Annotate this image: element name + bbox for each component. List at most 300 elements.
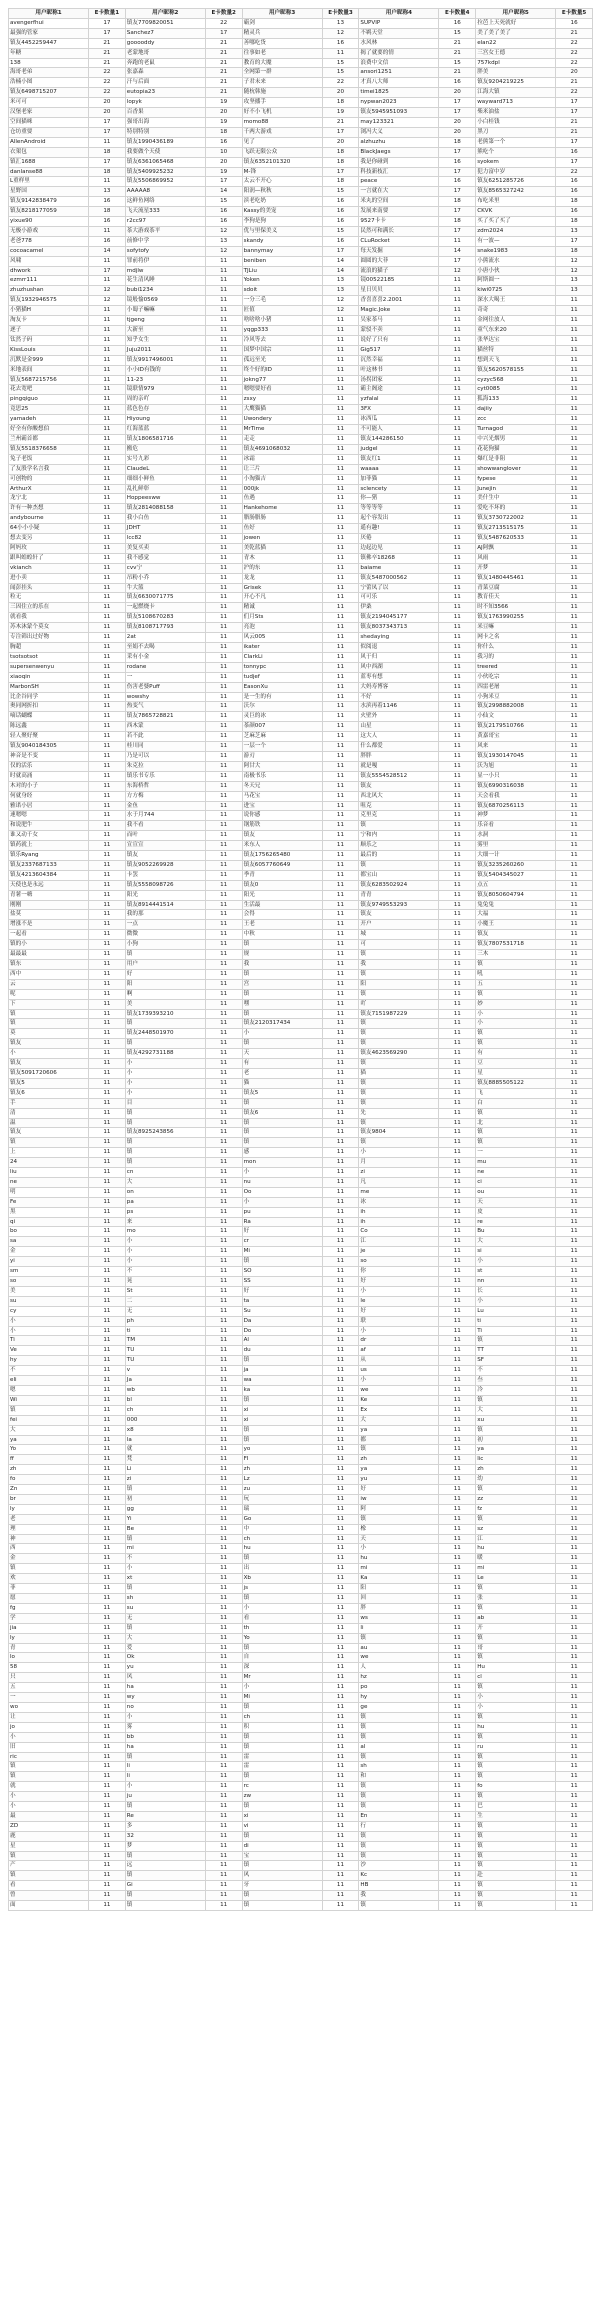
nickname-cell: 菲 xyxy=(9,1584,89,1594)
card-count-cell: 11 xyxy=(439,1643,476,1653)
nickname-cell: 水风林 xyxy=(359,38,439,48)
card-count-cell: 11 xyxy=(322,1158,359,1168)
nickname-cell: mi xyxy=(359,1564,439,1574)
nickname-cell: 太云不开心 xyxy=(242,177,322,187)
card-count-cell: 11 xyxy=(89,1613,126,1623)
nickname-cell: 美复买卖 xyxy=(125,543,205,553)
nickname-cell: 镇友0 xyxy=(242,880,322,890)
card-count-cell: 11 xyxy=(439,1039,476,1049)
nickname-cell: 大细一计 xyxy=(476,851,556,861)
nickname-cell: 梦 xyxy=(125,1841,205,1851)
card-count-cell: 21 xyxy=(556,127,593,137)
nickname-cell: 镇 xyxy=(9,1762,89,1772)
card-count-cell: 11 xyxy=(205,1762,242,1772)
card-count-cell: 11 xyxy=(556,1108,593,1118)
card-count-cell: 11 xyxy=(439,940,476,950)
card-count-cell: 11 xyxy=(205,1009,242,1019)
nickname-cell: 小 xyxy=(242,1603,322,1613)
table-row xyxy=(9,1603,593,1613)
nickname-cell: ClaudeL xyxy=(125,464,205,474)
card-count-cell: 11 xyxy=(322,1554,359,1564)
nickname-cell: rodane xyxy=(125,662,205,672)
nickname-cell: 老 xyxy=(242,1068,322,1078)
card-count-cell: 11 xyxy=(205,1267,242,1277)
card-count-cell: 11 xyxy=(322,692,359,702)
table-row xyxy=(9,1504,593,1514)
table-row xyxy=(9,1286,593,1296)
nickname-cell: Fe xyxy=(9,1197,89,1207)
card-count-cell: 11 xyxy=(322,761,359,771)
nickname-cell: 镇友5945951093 xyxy=(359,108,439,118)
card-count-cell: 11 xyxy=(439,742,476,752)
nickname-cell: kiwi0725 xyxy=(476,286,556,296)
nickname-cell: 水洞 xyxy=(476,831,556,841)
card-count-cell: 11 xyxy=(439,1356,476,1366)
nickname-cell: r2cc97 xyxy=(125,217,205,227)
nickname-cell: L重样里 xyxy=(9,177,89,187)
nickname-cell: 不 xyxy=(476,1366,556,1376)
nickname-cell: snake1983 xyxy=(476,246,556,256)
nickname-cell: 橡 xyxy=(359,1524,439,1534)
card-count-cell: 11 xyxy=(556,1752,593,1762)
nickname-cell: 开梦 xyxy=(476,563,556,573)
nickname-cell: 镇 xyxy=(125,1752,205,1762)
nickname-cell: 规 xyxy=(242,950,322,960)
nickname-cell: 镇友8885505122 xyxy=(476,1078,556,1088)
nickname-cell: zh xyxy=(359,1455,439,1465)
table-row xyxy=(9,910,593,920)
nickname-cell: 镇友1739393210 xyxy=(125,1009,205,1019)
card-count-cell: 11 xyxy=(322,1613,359,1623)
card-count-cell: 11 xyxy=(439,1821,476,1831)
card-count-cell: 11 xyxy=(322,841,359,851)
card-count-cell: 11 xyxy=(439,920,476,930)
table-row xyxy=(9,1078,593,1088)
nickname-cell: 镇 xyxy=(359,1752,439,1762)
card-count-cell: 20 xyxy=(556,68,593,78)
table-row xyxy=(9,484,593,494)
card-count-cell: 11 xyxy=(556,1068,593,1078)
nickname-cell: 小猪猫H xyxy=(9,306,89,316)
card-count-cell: 11 xyxy=(439,1683,476,1693)
nickname-cell: li xyxy=(125,1762,205,1772)
card-count-cell: 11 xyxy=(556,791,593,801)
nickname-cell: 镇佛卒18268 xyxy=(359,553,439,563)
nickname-cell: 小 xyxy=(359,1286,439,1296)
card-count-cell: 13 xyxy=(322,18,359,28)
card-count-cell: 11 xyxy=(89,137,126,147)
card-count-cell: 11 xyxy=(439,771,476,781)
nickname-cell: 镇友8218177059 xyxy=(9,207,89,217)
nickname-cell: 24 xyxy=(9,1158,89,1168)
nickname-cell: peace xyxy=(359,177,439,187)
card-count-cell: 11 xyxy=(322,1366,359,1376)
table-row xyxy=(9,1098,593,1108)
nickname-cell: 产 xyxy=(9,1861,89,1871)
card-count-cell: 11 xyxy=(89,1019,126,1029)
card-count-cell: 11 xyxy=(439,385,476,395)
card-count-cell: 11 xyxy=(205,1683,242,1693)
table-row xyxy=(9,1128,593,1138)
card-count-cell: 11 xyxy=(89,434,126,444)
card-count-cell: 11 xyxy=(89,1653,126,1663)
card-count-cell: 11 xyxy=(89,1782,126,1792)
card-count-cell: 11 xyxy=(89,563,126,573)
card-count-cell: 11 xyxy=(439,960,476,970)
table-row xyxy=(9,761,593,771)
card-count-cell: 11 xyxy=(205,692,242,702)
nickname-cell: 镇 xyxy=(125,1623,205,1633)
card-count-cell: 11 xyxy=(556,1663,593,1673)
nickname-cell: 精诚 xyxy=(242,603,322,613)
nickname-cell: 深水大喝王 xyxy=(476,296,556,306)
nickname-cell: 明 xyxy=(9,1187,89,1197)
nickname-cell: 好 xyxy=(242,1286,322,1296)
nickname-cell: 人 xyxy=(359,1663,439,1673)
nickname-cell: 速嗯嗯 xyxy=(9,811,89,821)
nickname-cell: 镇友7151987229 xyxy=(359,1009,439,1019)
card-count-cell: 11 xyxy=(556,1653,593,1663)
nickname-cell: 月 xyxy=(359,1158,439,1168)
card-count-cell: 17 xyxy=(89,157,126,167)
nickname-cell: 镇友9204219225 xyxy=(476,78,556,88)
table-row xyxy=(9,771,593,781)
card-count-cell: 11 xyxy=(322,1782,359,1792)
table-row xyxy=(9,534,593,544)
nickname-cell: 城 xyxy=(359,930,439,940)
nickname-cell: 仓坊重要 xyxy=(9,127,89,137)
nickname-cell: 镇 xyxy=(359,1098,439,1108)
card-count-cell: 11 xyxy=(89,1385,126,1395)
nickname-cell: 猫 xyxy=(242,1078,322,1088)
nickname-cell: 中 xyxy=(242,1524,322,1534)
nickname-cell: 天 xyxy=(242,1049,322,1059)
nickname-cell: 镇友2337687133 xyxy=(9,860,89,870)
card-count-cell: 11 xyxy=(322,791,359,801)
card-count-cell: 11 xyxy=(556,1485,593,1495)
nickname-cell: sz xyxy=(476,1524,556,1534)
nickname-cell: 小 xyxy=(359,1376,439,1386)
card-count-cell: 11 xyxy=(205,1891,242,1901)
nickname-cell: 香喜喜喜2.2001 xyxy=(359,296,439,306)
table-row xyxy=(9,831,593,841)
card-count-cell: 11 xyxy=(439,573,476,583)
card-count-cell: 16 xyxy=(205,137,242,147)
nickname-cell: 百香果 xyxy=(125,108,205,118)
table-row xyxy=(9,1207,593,1217)
card-count-cell: 11 xyxy=(439,1653,476,1663)
header-card-count-2: E卡数量2 xyxy=(205,9,242,19)
nickname-cell: ih xyxy=(359,1217,439,1227)
table-row xyxy=(9,187,593,197)
nickname-cell: 自 xyxy=(242,1653,322,1663)
nickname-cell: 流浪的猫子 xyxy=(359,266,439,276)
table-row xyxy=(9,88,593,98)
nickname-cell: 仅的活乐 xyxy=(9,761,89,771)
card-count-cell: 11 xyxy=(205,1544,242,1554)
card-count-cell: 11 xyxy=(556,524,593,534)
card-count-cell: 11 xyxy=(556,1078,593,1088)
nickname-cell: 镇 xyxy=(359,1088,439,1098)
nickname-cell: 张华达宝 xyxy=(476,335,556,345)
card-count-cell: 11 xyxy=(322,1385,359,1395)
card-count-cell: 12 xyxy=(439,266,476,276)
card-count-cell: 15 xyxy=(322,68,359,78)
card-count-cell: 11 xyxy=(439,1128,476,1138)
nickname-cell: Turnagod xyxy=(476,425,556,435)
table-row xyxy=(9,573,593,583)
nickname-cell: cocoacamel xyxy=(9,246,89,256)
nickname-cell: 鱼遇 xyxy=(242,494,322,504)
card-count-cell: 11 xyxy=(322,1494,359,1504)
nickname-cell: 镇乐Ryang xyxy=(9,851,89,861)
nickname-cell: 年糖 xyxy=(9,48,89,58)
nickname-cell: nypwan2023 xyxy=(359,98,439,108)
table-row xyxy=(9,385,593,395)
nickname-cell: 无 xyxy=(125,1306,205,1316)
card-count-cell: 11 xyxy=(439,1336,476,1346)
nickname-cell: bl xyxy=(125,1395,205,1405)
nickname-cell: fypese xyxy=(476,474,556,484)
card-count-cell: 11 xyxy=(89,454,126,464)
card-count-cell: 11 xyxy=(89,1574,126,1584)
nickname-cell: 芝麻芝麻 xyxy=(242,732,322,742)
card-count-cell: 11 xyxy=(556,1306,593,1316)
nickname-cell: 阿斯圆一 xyxy=(476,276,556,286)
card-count-cell: 17 xyxy=(89,266,126,276)
card-count-cell: 22 xyxy=(205,18,242,28)
card-count-cell: 11 xyxy=(89,1584,126,1594)
card-count-cell: 11 xyxy=(556,1148,593,1158)
card-count-cell: 11 xyxy=(205,900,242,910)
card-count-cell: 11 xyxy=(439,1554,476,1564)
nickname-cell: 有 xyxy=(476,1049,556,1059)
card-count-cell: 11 xyxy=(205,1792,242,1802)
card-count-cell: 11 xyxy=(556,1168,593,1178)
nickname-cell: Be xyxy=(125,1524,205,1534)
table-row xyxy=(9,1811,593,1821)
card-count-cell: 11 xyxy=(556,583,593,593)
card-count-cell: 11 xyxy=(439,1187,476,1197)
nickname-cell: 小 xyxy=(125,1782,205,1792)
card-count-cell: 11 xyxy=(439,821,476,831)
card-count-cell: 11 xyxy=(205,1336,242,1346)
nickname-cell: 赴 xyxy=(476,1871,556,1881)
card-count-cell: 11 xyxy=(439,464,476,474)
nickname-cell: 季青 xyxy=(242,870,322,880)
card-count-cell: 11 xyxy=(556,751,593,761)
card-count-cell: 18 xyxy=(89,147,126,157)
table-row xyxy=(9,226,593,236)
card-count-cell: 11 xyxy=(89,1722,126,1732)
card-count-cell: 11 xyxy=(439,1445,476,1455)
table-row xyxy=(9,197,593,207)
nickname-cell: 浏冯大义 xyxy=(359,127,439,137)
card-count-cell: 11 xyxy=(89,1772,126,1782)
nickname-cell: 镇 xyxy=(476,1128,556,1138)
table-row xyxy=(9,167,593,177)
card-count-cell: 11 xyxy=(205,286,242,296)
nickname-cell: 镇 xyxy=(359,1445,439,1455)
nickname-cell: 天 xyxy=(476,1197,556,1207)
nickname-cell: 镇 xyxy=(476,1336,556,1346)
nickname-cell: 镇友5 xyxy=(9,1078,89,1088)
card-count-cell: 11 xyxy=(439,1376,476,1386)
card-count-cell: 11 xyxy=(205,1802,242,1812)
card-count-cell: 11 xyxy=(205,484,242,494)
nickname-cell: 周的亲吖 xyxy=(125,395,205,405)
table-row xyxy=(9,117,593,127)
nickname-cell: Lu xyxy=(476,1306,556,1316)
nickname-cell: 小 xyxy=(125,1564,205,1574)
nickname-cell: 陈远鑫 xyxy=(9,722,89,732)
card-count-cell: 19 xyxy=(205,117,242,127)
nickname-cell: 无 xyxy=(125,1613,205,1623)
card-count-cell: 22 xyxy=(322,78,359,88)
card-count-cell: 11 xyxy=(439,1197,476,1207)
card-count-cell: 17 xyxy=(89,28,126,38)
card-count-cell: 11 xyxy=(89,514,126,524)
card-count-cell: 11 xyxy=(205,960,242,970)
nickname-cell: 小 xyxy=(242,1168,322,1178)
table-row xyxy=(9,1068,593,1078)
nickname-cell: 前修中学 xyxy=(125,236,205,246)
card-count-cell: 18 xyxy=(556,197,593,207)
card-count-cell: 11 xyxy=(322,900,359,910)
nickname-cell: 开 xyxy=(476,1623,556,1633)
nickname-cell: 镇 xyxy=(476,1514,556,1524)
card-count-cell: 11 xyxy=(439,1296,476,1306)
card-count-cell: 15 xyxy=(322,187,359,197)
card-count-cell: 13 xyxy=(556,226,593,236)
card-count-cell: 11 xyxy=(89,543,126,553)
card-count-cell: 11 xyxy=(556,1177,593,1187)
card-count-cell: 11 xyxy=(205,1485,242,1495)
card-count-cell: 11 xyxy=(89,751,126,761)
nickname-cell: no xyxy=(125,1702,205,1712)
nickname-cell: 镇 xyxy=(476,1108,556,1118)
card-count-cell: 11 xyxy=(89,1643,126,1653)
table-row xyxy=(9,454,593,464)
card-count-cell: 17 xyxy=(556,236,593,246)
card-count-cell: 11 xyxy=(556,1405,593,1415)
nickname-cell: 镇友5487620533 xyxy=(476,534,556,544)
card-count-cell: 11 xyxy=(439,1177,476,1187)
card-count-cell: 11 xyxy=(205,969,242,979)
nickname-cell: 胸超 xyxy=(9,643,89,653)
card-count-cell: 11 xyxy=(205,751,242,761)
table-row xyxy=(9,415,593,425)
nickname-cell: 我是你碰到 xyxy=(359,157,439,167)
card-count-cell: 22 xyxy=(556,167,593,177)
card-count-cell: 11 xyxy=(205,365,242,375)
card-count-cell: 11 xyxy=(205,1098,242,1108)
nickname-cell: 镇 xyxy=(359,1732,439,1742)
table-row xyxy=(9,732,593,742)
card-count-cell: 11 xyxy=(439,722,476,732)
nickname-cell: 曾 xyxy=(9,1891,89,1901)
card-count-cell: 11 xyxy=(322,1762,359,1772)
nickname-cell: 等等等等 xyxy=(359,504,439,514)
nickname-cell: 大 xyxy=(9,1425,89,1435)
card-count-cell: 11 xyxy=(439,791,476,801)
nickname-cell: 小 xyxy=(476,1702,556,1712)
card-count-cell: 19 xyxy=(205,167,242,177)
nickname-cell: 镇 xyxy=(9,1564,89,1574)
nickname-cell: 顺乐之 xyxy=(359,841,439,851)
card-count-cell: 11 xyxy=(439,643,476,653)
card-count-cell: 11 xyxy=(205,583,242,593)
card-count-cell: 11 xyxy=(322,1128,359,1138)
nickname-cell: Grisek xyxy=(242,583,322,593)
card-count-cell: 11 xyxy=(89,613,126,623)
card-count-cell: 11 xyxy=(556,1643,593,1653)
card-count-cell: 11 xyxy=(439,1395,476,1405)
nickname-cell: 镇友2194045177 xyxy=(359,613,439,623)
card-count-cell: 11 xyxy=(439,989,476,999)
nickname-cell: 最 xyxy=(9,1811,89,1821)
table-row xyxy=(9,1633,593,1643)
nickname-cell: mon xyxy=(242,1158,322,1168)
nickname-cell: 胖 xyxy=(359,1603,439,1613)
table-row xyxy=(9,1673,593,1683)
nickname-cell: 金 xyxy=(9,1554,89,1564)
card-count-cell: 12 xyxy=(89,286,126,296)
card-count-cell: 11 xyxy=(556,1286,593,1296)
card-count-cell: 11 xyxy=(322,1098,359,1108)
nickname-cell: 镇 xyxy=(242,1772,322,1782)
card-count-cell: 11 xyxy=(556,1237,593,1247)
nickname-cell: Yo xyxy=(242,1633,322,1643)
nickname-cell: 镇 xyxy=(476,1891,556,1901)
card-count-cell: 11 xyxy=(556,1019,593,1029)
card-count-cell: 11 xyxy=(322,1029,359,1039)
card-count-cell: 11 xyxy=(322,1247,359,1257)
card-count-cell: 11 xyxy=(89,940,126,950)
nickname-cell: avengerfhui xyxy=(9,18,89,28)
nickname-cell: 匠值 xyxy=(242,306,322,316)
nickname-cell: 镇 xyxy=(359,1782,439,1792)
card-count-cell: 20 xyxy=(439,117,476,127)
nickname-cell: 西 xyxy=(9,1544,89,1554)
nickname-cell: 说好了只有 xyxy=(359,335,439,345)
card-count-cell: 11 xyxy=(205,375,242,385)
nickname-cell: 好 xyxy=(125,969,205,979)
card-count-cell: 11 xyxy=(556,1425,593,1435)
nickname-cell: 镇 xyxy=(359,1722,439,1732)
nickname-cell: 优与里保美义 xyxy=(242,226,322,236)
nickname-cell: 镇 xyxy=(242,1802,322,1812)
card-count-cell: 11 xyxy=(322,979,359,989)
card-count-cell: 11 xyxy=(89,1623,126,1633)
card-count-cell: 11 xyxy=(556,1217,593,1227)
card-count-cell: 20 xyxy=(439,127,476,137)
nickname-cell: 镇友 xyxy=(9,1059,89,1069)
nickname-cell: 镇 xyxy=(359,1138,439,1148)
table-row xyxy=(9,1871,593,1881)
card-count-cell: 11 xyxy=(89,534,126,544)
card-count-cell: 11 xyxy=(205,1039,242,1049)
card-count-cell: 11 xyxy=(89,821,126,831)
card-count-cell: 11 xyxy=(322,603,359,613)
card-count-cell: 11 xyxy=(322,1485,359,1495)
nickname-cell: ArthurX xyxy=(9,484,89,494)
nickname-cell: 镇友 xyxy=(9,1039,89,1049)
nickname-cell: 乃是可以 xyxy=(125,751,205,761)
nickname-cell: 镇友5091720606 xyxy=(9,1068,89,1078)
nickname-cell: 科技新枝汇 xyxy=(359,167,439,177)
nickname-cell: Junejin xyxy=(476,484,556,494)
